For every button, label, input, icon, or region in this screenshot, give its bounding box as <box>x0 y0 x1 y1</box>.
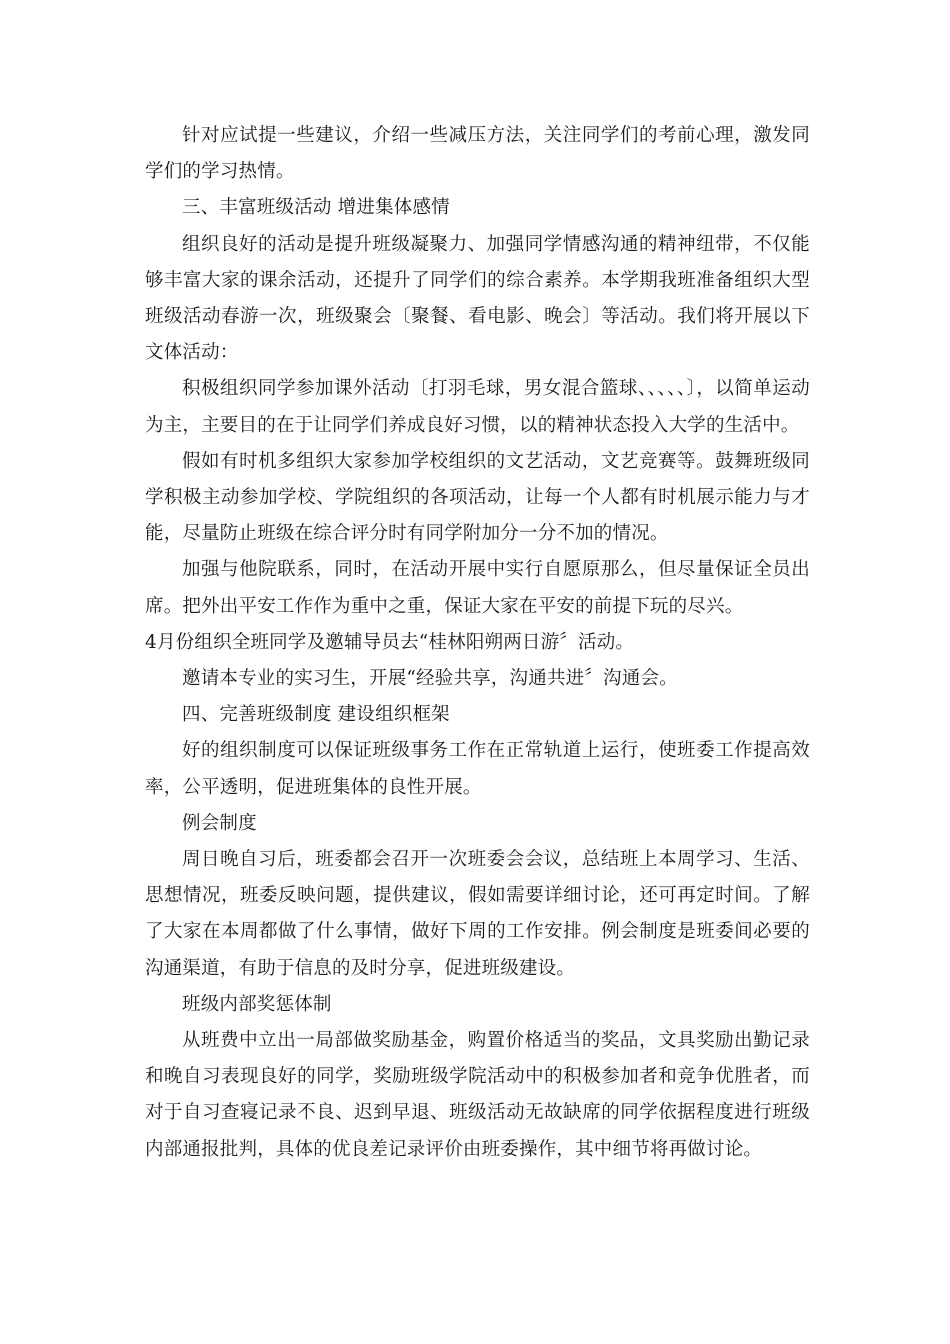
paragraph-outdoor-sports: 积极组织同学参加课外活动〔打羽毛球，男女混合篮球、、、、、〕，以简单运动为主，主要目的在于让同学们养成良好习惯，以的精神状态投入大学的生活中。 <box>145 378 810 436</box>
paragraph-activities-intro: 组织良好的活动是提升班级凝聚力、加强同学情感沟通的精神纽带，不仅能够丰富大家的课余活动，还提升了同学们的综合素养。本学期我班准备组织大型班级活动春游一次，班级聚会〔聚餐、看电影、晚会〕等活动。我们将开展以下文体活动： <box>145 233 810 364</box>
subheading-meeting-system: 例会制度 <box>182 812 257 834</box>
paragraph-arts-activities: 假如有时机多组织大家参加学校组织的文艺活动，文艺竞赛等。鼓舞班级同学积极主动参加学校、学院组织的各项活动，让每一个人都有时机展示能力与才能，尽量防止班级在综合评分时有同学附加分一分不加的情况。 <box>145 450 810 545</box>
paragraph-system-intro: 好的组织制度可以保证班级事务工作在正常轨道上运行，使班委工作提高效率，公平透明，促进班集体的良性开展。 <box>145 740 810 798</box>
paragraph-reward-system: 从班费中立出一局部做奖励基金，购置价格适当的奖品，文具奖励出勤记录和晚自习表现良好的同学，奖励班级学院活动中的积极参加者和竞争优胜者，而对于自习查寝记录不良、迟到早退、班级活动无故缺席的同学依据程度进行班级内部通报批判，具体的优良差记录评价由班委操作，其中细节将再做讨论。 <box>145 1030 810 1160</box>
paragraph-experience-sharing: 邀请本专业的实习生，开展“经验共享，沟通共进〞沟通会。 <box>182 668 678 690</box>
paragraph-trip-plan: 4月份组织全班同学及邀辅导员去“桂林阳朔两日游〞活动。 <box>145 631 635 653</box>
subheading-reward-system: 班级内部奖惩体制 <box>182 993 332 1015</box>
paragraph-exam-advice: 针对应试提一些建议，介绍一些减压方法，关注同学们的考前心理，激发同学们的学习热情。 <box>145 125 810 183</box>
paragraph-inter-college: 加强与他院联系，同时，在活动开展中实行自愿原那么，但尽量保证全员出席。把外出平安工作作为重中之重，保证大家在平安的前提下玩的尽兴。 <box>145 559 810 617</box>
section-heading-activities: 三、丰富班级活动 增进集体感情 <box>182 197 450 219</box>
section-heading-system: 四、完善班级制度 建设组织框架 <box>182 704 450 726</box>
paragraph-meeting-system: 周日晚自习后，班委都会召开一次班委会会议，总结班上本周学习、生活、思想情况，班委反映问题，提供建议，假如需要详细讨论，还可再定时间。了解了大家在本周都做了什么事情，做好下周的工作安排。例会制度是班委间必要的沟通渠道，有助于信息的及时分享，促进班级建设。 <box>145 849 810 979</box>
document-body <box>145 118 810 1168</box>
